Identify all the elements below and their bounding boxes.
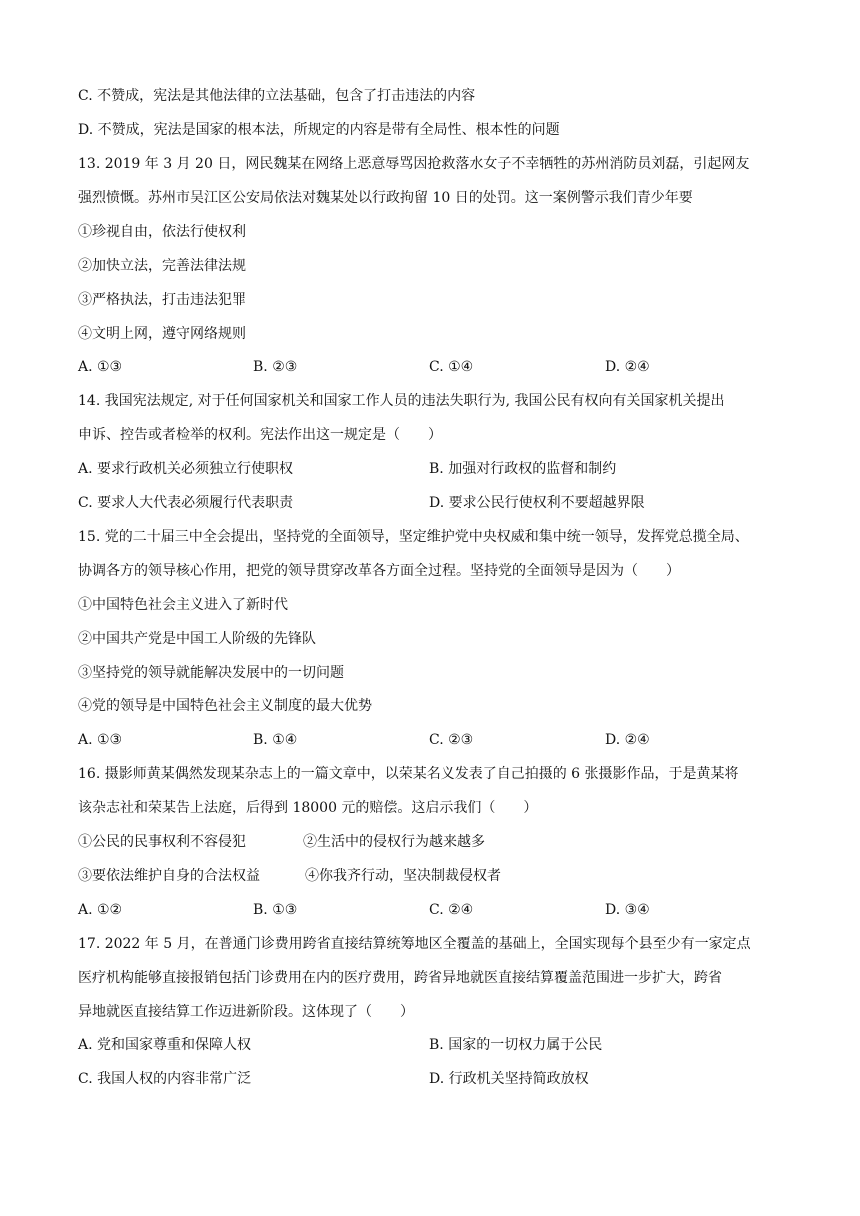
q16-item-1: ①公民的民事权利不容侵犯 — [78, 834, 246, 850]
q16-option-c: C. ②④ — [429, 902, 474, 918]
q14-option-a: A. 要求行政机关必须独立行使职权 — [78, 461, 294, 477]
q16-item-4: ④你我齐行动，坚决制裁侵权者 — [305, 868, 501, 884]
q13-item-1: ①珍视自由，依法行使权利 — [78, 224, 246, 240]
q17-stem-line2: 医疗机构能够直接报销包括门诊费用在内的医疗费用，跨省异地就医直接结算覆盖范围进一步扩大，跨省 — [78, 970, 722, 986]
q15-option-a: A. ①③ — [78, 732, 123, 748]
q16-stem-line2: 该杂志社和荣某告上法庭，后得到 18000 元的赔偿。这启示我们（ ） — [78, 800, 538, 816]
q17-option-a: A. 党和国家尊重和保障人权 — [78, 1037, 252, 1053]
q15-option-b: B. ①④ — [253, 732, 298, 748]
q14-stem-line1: 14. 我国宪法规定, 对于任何国家机关和国家工作人员的违法失职行为, 我国公民有权向有关国家机关提出 — [78, 393, 725, 409]
q13-item-2: ②加快立法，完善法律法规 — [78, 258, 246, 274]
q15-item-2: ②中国共产党是中国工人阶级的先锋队 — [78, 631, 316, 647]
q14-option-c: C. 要求人大代表必须履行代表职责 — [78, 495, 294, 511]
q13-option-c: C. ①④ — [429, 359, 474, 375]
q13-stem-line1: 13. 2019 年 3 月 20 日，网民魏某在网络上恶意辱骂因抢救落水女子不幸牺牲的苏州消防员刘磊，引起网友 — [78, 156, 750, 172]
q16-option-b: B. ①③ — [253, 902, 298, 918]
q16-item-3: ③要依法维护自身的合法权益 — [78, 868, 260, 884]
q13-item-3: ③严格执法，打击违法犯罪 — [78, 292, 246, 308]
q12-option-c: C. 不赞成，宪法是其他法律的立法基础，包含了打击违法的内容 — [78, 88, 476, 104]
q15-item-4: ④党的领导是中国特色社会主义制度的最大优势 — [78, 698, 372, 714]
q14-option-b: B. 加强对行政权的监督和制约 — [429, 461, 617, 477]
q15-option-c: C. ②③ — [429, 732, 474, 748]
q16-item-2: ②生活中的侵权行为越来越多 — [303, 834, 485, 850]
q13-option-a: A. ①③ — [78, 359, 123, 375]
q13-option-b: B. ②③ — [253, 359, 298, 375]
q16-stem-line1: 16. 摄影师黄某偶然发现某杂志上的一篇文章中，以荣某名义发表了自己拍摄的 6 张摄影作品，于是黄某将 — [78, 766, 739, 782]
q14-option-d: D. 要求公民行使权利不要超越界限 — [429, 495, 645, 511]
q15-item-3: ③坚持党的领导就能解决发展中的一切问题 — [78, 665, 344, 681]
q13-stem-line2: 强烈愤慨。苏州市吴江区公安局依法对魏某处以行政拘留 10 日的处罚。这一案例警示我们青少年要 — [78, 190, 693, 206]
q13-item-4: ④文明上网，遵守网络规则 — [78, 326, 246, 342]
q17-option-d: D. 行政机关坚持简政放权 — [429, 1071, 589, 1087]
q17-option-b: B. 国家的一切权力属于公民 — [429, 1037, 603, 1053]
q14-stem-line2: 申诉、控告或者检举的权利。宪法作出这一规定是（ ） — [78, 427, 442, 443]
q15-option-d: D. ②④ — [605, 732, 650, 748]
q15-stem-line2: 协调各方的领导核心作用，把党的领导贯穿改革各方面全过程。坚持党的全面领导是因为（ ） — [78, 563, 680, 579]
q15-stem-line1: 15. 党的二十届三中全会提出，坚持党的全面领导，坚定维护党中央权威和集中统一领导，发挥党总揽全局、 — [78, 529, 749, 545]
q17-stem-line1: 17. 2022 年 5 月，在普通门诊费用跨省直接结算统筹地区全覆盖的基础上，全国实现每个县至少有一家定点 — [78, 936, 751, 952]
q17-stem-line3: 异地就医直接结算工作迈进新阶段。这体现了（ ） — [78, 1004, 414, 1020]
q12-option-d: D. 不赞成，宪法是国家的根本法，所规定的内容是带有全局性、根本性的问题 — [78, 122, 560, 138]
q13-option-d: D. ②④ — [605, 359, 650, 375]
q15-item-1: ①中国特色社会主义进入了新时代 — [78, 597, 288, 613]
q17-option-c: C. 我国人权的内容非常广泛 — [78, 1071, 252, 1087]
q16-option-a: A. ①② — [78, 902, 123, 918]
q16-option-d: D. ③④ — [605, 902, 650, 918]
